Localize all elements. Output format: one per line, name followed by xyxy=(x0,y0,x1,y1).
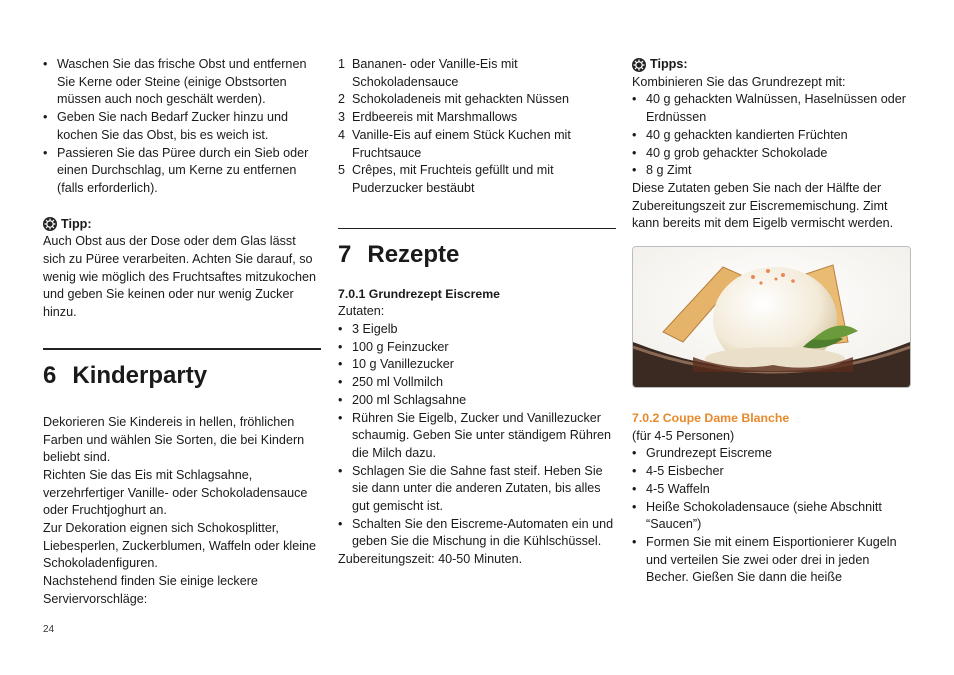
tips-after: Diese Zutaten geben Sie nach der Hälfte der Zubereitungszeit zur Eiscrememischung. Zimt kann bereits mit dem Eigelb vermischt werden. xyxy=(632,180,894,231)
list-item: • 100 g Feinzucker xyxy=(338,339,616,357)
section-title: Kinderparty xyxy=(72,361,208,389)
list-item: • Passieren Sie das Püree durch ein Sieb oder einen Durchschlag, um Kerne zu entfernen (falls erforderlich). xyxy=(43,145,321,198)
column-left xyxy=(43,56,321,609)
prep-steps-list xyxy=(43,56,321,198)
coupe-list xyxy=(632,445,912,587)
servings: (für 4-5 Personen) xyxy=(632,428,735,443)
list-item: • Grundrezept Eiscreme xyxy=(632,445,912,463)
list-item: • Geben Sie nach Bedarf Zucker hinzu und kochen Sie das Obst, bis es weich ist. xyxy=(43,109,321,144)
list-item: • 4-5 Eisbecher xyxy=(632,463,912,481)
prep-time: Zubereitungszeit: 40-50 Minuten. xyxy=(338,552,523,567)
tip-label: Tipp: xyxy=(61,216,92,231)
list-item: 4 Vanille-Eis auf einem Stück Kuchen mit Fruchtsauce xyxy=(338,127,571,160)
section-heading-7 xyxy=(338,241,616,269)
list-item: • 40 g grob gehackter Schokolade xyxy=(632,145,912,163)
tips-label: Tipps: xyxy=(650,57,688,71)
list-item: • Waschen Sie das frische Obst und entfernen Sie Kerne oder Steine (einige Obstsorten müssen auch noch geschält werden). xyxy=(43,56,321,109)
list-item: • 3 Eigelb xyxy=(338,321,616,339)
paragraph: Nachstehend finden Sie einige leckere Serviervorschläge: xyxy=(43,574,258,606)
paragraph: Zur Dekoration eignen sich Schokosplitter, Liebesperlen, Zuckerblumen, Waffeln oder kleine Schokoladenfiguren. xyxy=(43,521,317,571)
ingredients-label: Zutaten: xyxy=(338,304,385,319)
list-item: • 40 g gehackten Walnüssen, Haselnüssen oder Erdnüssen xyxy=(632,91,912,126)
tip-heading xyxy=(43,216,321,234)
tips-heading xyxy=(632,56,912,74)
section-heading-6 xyxy=(43,362,321,390)
tip-icon xyxy=(632,58,646,72)
list-item: • 8 g Zimt xyxy=(632,162,912,180)
column-middle xyxy=(338,56,616,569)
ingredients-list xyxy=(338,321,616,551)
list-item: • 40 g gehackten kandierten Früchten xyxy=(632,127,912,145)
subsection-title: 7.0.2 Coupe Dame Blanche xyxy=(632,411,790,426)
list-item: 2 Schokoladeneis mit gehackten Nüssen xyxy=(338,92,570,107)
ice-cream-photo xyxy=(632,246,911,388)
ice-cream-illustration xyxy=(633,247,910,387)
tip-icon xyxy=(43,217,57,231)
list-item: • Heiße Schokoladensauce (siehe Abschnitt “Saucen”) xyxy=(632,499,912,534)
section-title: Rezepte xyxy=(367,240,460,268)
column-right xyxy=(632,56,912,587)
subsection-title: 7.0.1 Grundrezept Eiscreme xyxy=(338,286,500,301)
tips-list xyxy=(632,91,912,180)
tips-intro: Kombinieren Sie das Grundrezept mit: xyxy=(632,74,846,89)
section-number: 7 xyxy=(338,240,352,268)
list-item: • Rühren Sie Eigelb, Zucker und Vanillezucker schaumig. Geben Sie unter ständigem Rühren die Milch dazu. xyxy=(338,410,616,463)
paragraph: Dekorieren Sie Kindereis in hellen, fröhlichen Farben und wählen Sie Sorten, die bei Kindern beliebt sind. xyxy=(43,414,305,465)
list-item: • Schalten Sie den Eiscreme-Automaten ein und geben Sie die Mischung in die Kühlschüssel. xyxy=(338,516,616,551)
list-item: 3 Erdbeereis mit Marshmallows xyxy=(338,110,518,125)
serving-suggestions-list xyxy=(338,56,616,198)
list-item: 1 Bananen- oder Vanille-Eis mit Schokoladensauce xyxy=(338,57,518,89)
list-item: • 200 ml Schlagsahne xyxy=(338,392,616,410)
list-item: • 250 ml Vollmilch xyxy=(338,374,616,392)
list-item: • 10 g Vanillezucker xyxy=(338,356,616,374)
list-item: • Formen Sie mit einem Eisportionierer Kugeln und verteilen Sie zwei oder drei in jeden Becher. Gießen Sie dann die heiße xyxy=(632,534,912,587)
list-item: • Schlagen Sie die Sahne fast steif. Heben Sie sie dann unter die anderen Zutaten, bis alles gut gemischt ist. xyxy=(338,463,616,516)
section-number: 6 xyxy=(43,361,57,389)
paragraph: Richten Sie das Eis mit Schlagsahne, verzehrfertiger Vanille- oder Schokoladensauce oder Fruchtjoghurt an. xyxy=(43,467,308,518)
tip-text: Auch Obst aus der Dose oder dem Glas lässt sich zu Püree verarbeiten. Achten Sie darauf, so wenig wie möglich des Fruchtsaftes mitzukochen und geben Sie keinen oder nur wenig Zucker hinzu. xyxy=(43,234,316,320)
list-item: 5 Crêpes, mit Fruchteis gefüllt und mit Puderzucker bestäubt xyxy=(338,163,554,195)
page-number: 24 xyxy=(43,624,55,635)
list-item: • 4-5 Waffeln xyxy=(632,481,912,499)
